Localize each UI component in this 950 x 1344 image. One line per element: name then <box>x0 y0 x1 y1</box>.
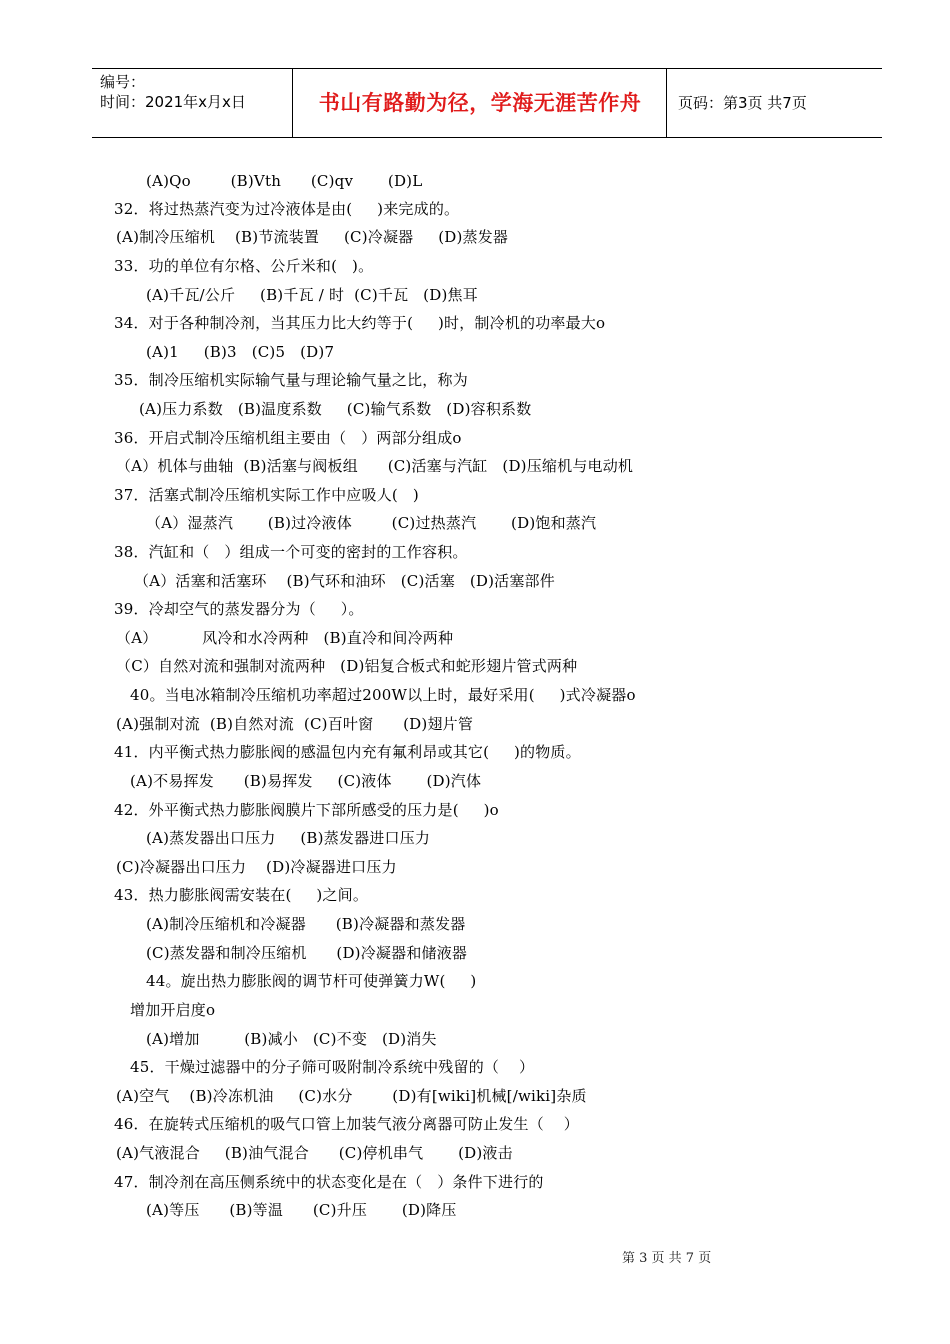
page-footer: 第 3 页 共 7 页 <box>622 1251 712 1266</box>
question-line: (A)制冷压缩机 (B)节流装置 (C)冷凝器 (D)蒸发器 <box>116 228 509 246</box>
question-line: （A）活塞和活塞环 (B)气环和油环 (C)活塞 (D)活塞部件 <box>134 572 555 590</box>
question-line: 33．功的单位有尔格、公斤米和( )。 <box>114 257 374 275</box>
question-line: 46．在旋转式压缩机的吸气口管上加装气液分离器可防止发生（ ） <box>114 1115 579 1133</box>
question-line: 43．热力膨胀阀需安装在( )之间。 <box>114 886 369 904</box>
header-motto: 书山有路勤为径，学海无涯苦作舟 <box>318 91 642 115</box>
question-line: 40。当电冰箱制冷压缩机功率超过200W以上时，最好采用( )式冷凝器o <box>130 686 636 704</box>
question-line: 42．外平衡式热力膨胀阀膜片下部所感受的压力是( )o <box>114 801 499 819</box>
question-line: （A）湿蒸汽 (B)过冷液体 (C)过热蒸汽 (D)饱和蒸汽 <box>146 514 597 532</box>
question-line: (A)蒸发器出口压力 (B)蒸发器进口压力 <box>146 829 431 847</box>
header-divider <box>292 69 293 137</box>
question-line: (A)空气 (B)冷冻机油 (C)水分 (D)有[wiki]机械[/wiki]杂质 <box>116 1087 587 1105</box>
page-header <box>92 68 882 138</box>
question-line: 47．制冷剂在高压侧系统中的状态变化是在（ ）条件下进行的 <box>114 1173 544 1191</box>
header-divider <box>666 69 667 137</box>
question-line: (C)冷凝器出口压力 (D)冷凝器进口压力 <box>116 858 397 876</box>
time-label: 时间：2021年x月x日 <box>100 93 246 111</box>
question-line: 39．冷却空气的蒸发器分为（ ）。 <box>114 600 364 618</box>
question-line: (A)增加 (B)减小 (C)不变 (D)消失 <box>146 1030 437 1048</box>
question-line: 44。旋出热力膨胀阀的调节杆可使弹簧力W( ) <box>146 972 477 990</box>
question-line: (A)不易挥发 (B)易挥发 (C)液体 (D)汽体 <box>130 772 482 790</box>
question-line: (A)强制对流 (B)自然对流 (C)百叶窗 (D)翅片管 <box>116 715 474 733</box>
question-line: 45．干燥过滤器中的分子筛可吸附制冷系统中残留的（ ） <box>130 1058 535 1076</box>
question-line: (A)气液混合 (B)油气混合 (C)停机串气 (D)液击 <box>116 1144 513 1162</box>
question-line: 36．开启式制冷压缩机组主要由（ ）两部分组成o <box>114 429 462 447</box>
question-line: 37．活塞式制冷压缩机实际工作中应吸人( ) <box>114 486 419 504</box>
question-line: (A)等压 (B)等温 (C)升压 (D)降压 <box>146 1201 457 1219</box>
header-page-info: 页码：第3页 共7页 <box>678 94 807 112</box>
question-line: 32．将过热蒸汽变为过冷液体是由( )来完成的。 <box>114 200 460 218</box>
question-line: 35．制冷压缩机实际输气量与理论输气量之比，称为 <box>114 371 468 389</box>
question-line: (A)Qo (B)Vth (C)qv (D)L <box>146 172 423 190</box>
question-line: (A)压力系数 (B)温度系数 (C)输气系数 (D)容积系数 <box>139 400 532 418</box>
question-line: （A）机体与曲轴 (B)活塞与阀板组 (C)活塞与汽缸 (D)压缩机与电动机 <box>116 457 634 475</box>
question-line: (C)蒸发器和制冷压缩机 (D)冷凝器和储液器 <box>146 944 468 962</box>
number-label: 编号： <box>100 73 146 91</box>
question-line: 38．汽缸和（ ）组成一个可变的密封的工作容积。 <box>114 543 468 561</box>
question-line: 34．对于各种制冷剂，当其压力比大约等于( )时，制冷机的功率最大o <box>114 314 606 332</box>
header-meta <box>92 69 292 137</box>
question-line: (A)制冷压缩机和冷凝器 (B)冷凝器和蒸发器 <box>146 915 466 933</box>
question-line: (A)千瓦/公斤 (B)千瓦 / 时 (C)千瓦 (D)焦耳 <box>146 286 478 304</box>
question-line: （A） 风冷和水冷两种 (B)直冷和间冷两种 <box>116 629 454 647</box>
question-line: 41．内平衡式热力膨胀阀的感温包内充有氟利昂或其它( )的物质。 <box>114 743 581 761</box>
question-line: 增加开启度o <box>130 1001 216 1019</box>
question-line: （C）自然对流和强制对流两种 (D)铝复合板式和蛇形翅片管式两种 <box>116 657 578 675</box>
question-line: (A)1 (B)3 (C)5 (D)7 <box>146 343 335 361</box>
